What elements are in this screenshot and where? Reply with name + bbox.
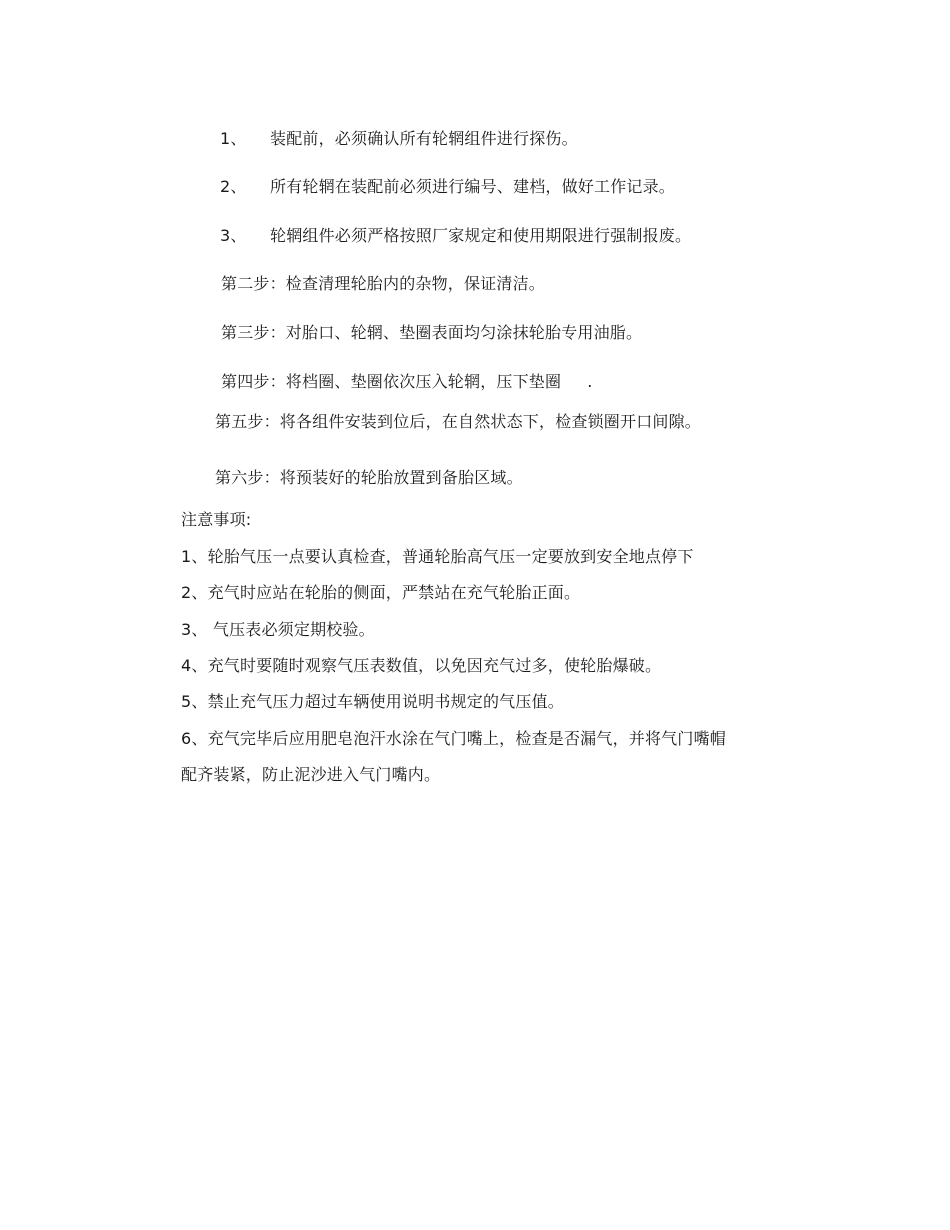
item-text: 所有轮辋在装配前必须进行编号、建档，做好工作记录。 [270, 177, 676, 196]
step-four [221, 374, 593, 390]
step-six: 第六步：将预装好的轮胎放置到备胎区域。 [215, 468, 523, 487]
step-text: 第四步：将档圈、垫圈依次压入轮辋，压下垫圈 [221, 372, 562, 391]
procedure-item-3 [220, 228, 691, 244]
step-two: 第二步：检查清理轮胎内的杂物，保证清洁。 [221, 274, 546, 293]
step-three: 第三步：对胎口、轮辋、垫圈表面均匀涂抹轮胎专用油脂。 [221, 323, 643, 342]
procedure-item-1 [220, 131, 578, 147]
step-trailing-dot: . [587, 372, 593, 391]
procedure-item-2 [220, 179, 675, 195]
item-number: 1、 [220, 129, 247, 148]
note-item-5: 5、禁止充气压力超过车辆使用说明书规定的气压值。 [181, 692, 564, 711]
note-item-6: 6、充气完毕后应用肥皂泡汗水涂在气门嘴上，检查是否漏气，并将气门嘴帽 [181, 729, 726, 748]
item-number: 3、 [220, 226, 247, 245]
note-item-2: 2、充气时应站在轮胎的侧面，严禁站在充气轮胎正面。 [181, 583, 581, 602]
notes-heading: 注意事项: [181, 510, 252, 529]
note-item-4: 4、充气时要随时观察气压表数值，以免因充气过多，使轮胎爆破。 [181, 656, 662, 675]
item-text: 装配前，必须确认所有轮辋组件进行探伤。 [270, 129, 578, 148]
note-item-6-continued: 配齐装紧，防止泥沙进入气门嘴内。 [181, 765, 441, 784]
note-item-1: 1、轮胎气压一点要认真检查，普通轮胎高气压一定要放到安全地点停下 [181, 547, 694, 566]
item-number: 2、 [220, 177, 247, 196]
note-item-3: 3、 气压表必须定期校验。 [181, 620, 375, 639]
step-five: 第五步：将各组件安装到位后，在自然状态下，检查锁圈开口间隙。 [215, 412, 702, 431]
item-text: 轮辋组件必须严格按照厂家规定和使用期限进行强制报废。 [270, 226, 692, 245]
